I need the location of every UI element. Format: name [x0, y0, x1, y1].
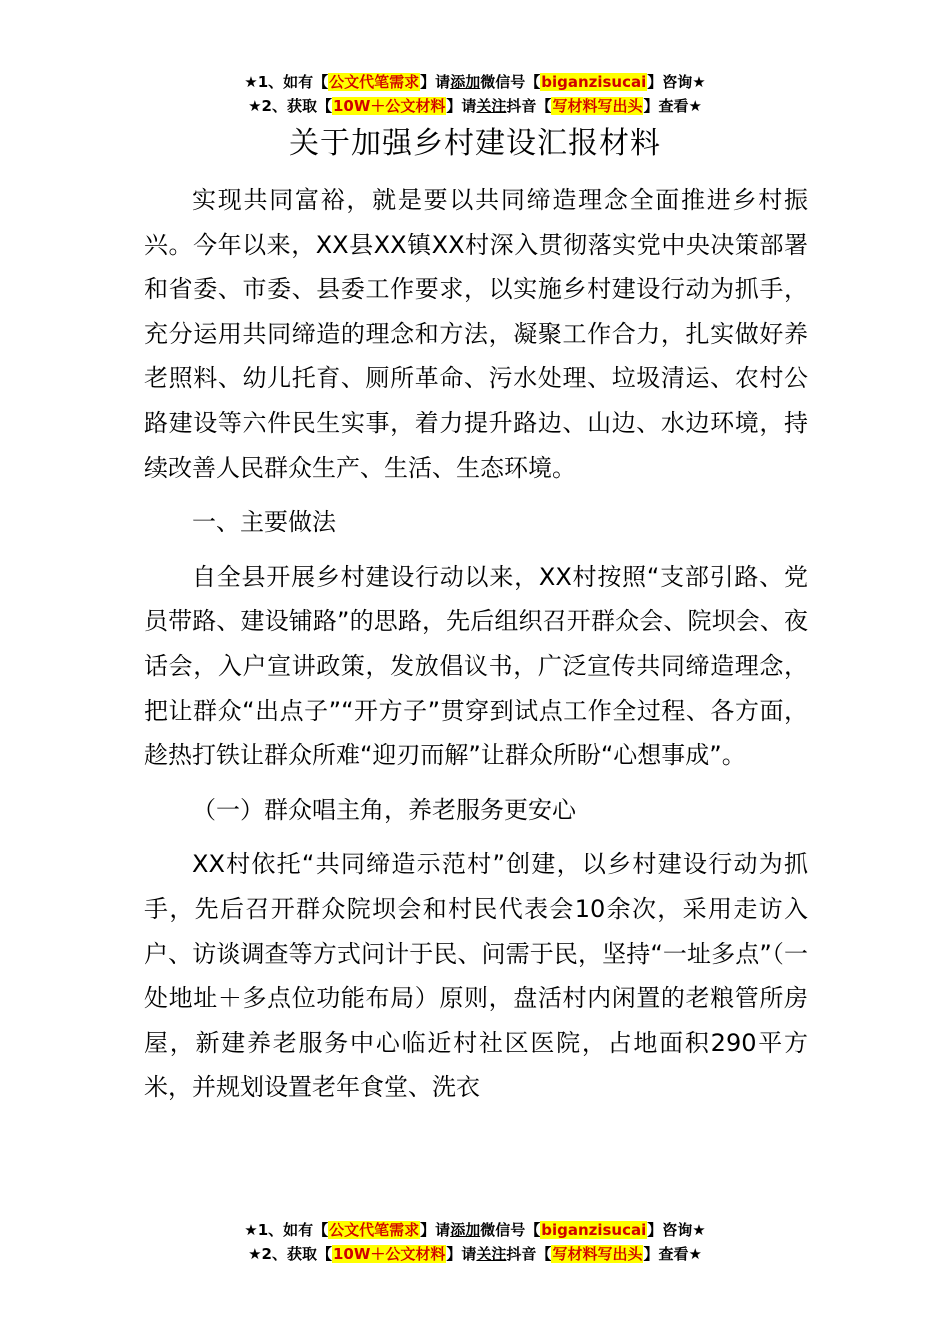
highlight-service: 公文代笔需求: [329, 73, 420, 91]
banner-text: 抖音【: [506, 1245, 552, 1263]
banner-text: 】查看★: [643, 97, 702, 115]
section-heading-main-practices: 一、主要做法: [192, 508, 336, 537]
banner-text: 】请: [420, 1221, 451, 1239]
highlight-materials: 10W＋公文材料: [332, 1245, 446, 1263]
banner-text: 】请: [446, 97, 477, 115]
banner-text: ★1、如有【: [244, 73, 329, 91]
highlight-service: 公文代笔需求: [329, 1221, 420, 1239]
highlight-materials: 10W＋公文材料: [332, 97, 446, 115]
footer-banner: [0, 1218, 950, 1266]
banner-line-2: [0, 1242, 950, 1266]
subsection-heading-elderly-care: （一）群众唱主角，养老服务更安心: [192, 795, 576, 824]
highlight-douyin-account: 写材料写出头: [552, 97, 643, 115]
banner-text: 】查看★: [643, 1245, 702, 1263]
banner-text: ★2、获取【: [248, 1245, 332, 1263]
banner-line-2: [0, 94, 950, 118]
underlined-follow: 关注: [476, 1245, 507, 1263]
highlight-wechat-id: biganzisucai: [541, 1221, 647, 1239]
banner-text: 微信号【: [480, 1221, 541, 1239]
underlined-follow: 关注: [476, 97, 507, 115]
highlight-douyin-account: 写材料写出头: [552, 1245, 643, 1263]
document-body: [144, 178, 808, 1110]
banner-text: 】咨询★: [647, 1221, 706, 1239]
highlight-wechat-id: biganzisucai: [541, 73, 647, 91]
document-title: 关于加强乡村建设汇报材料: [289, 126, 661, 161]
banner-text: 】咨询★: [647, 73, 706, 91]
banner-line-1: [0, 70, 950, 94]
banner-text: 】请: [446, 1245, 477, 1263]
paragraph-practices: 自全县开展乡村建设行动以来，XX村按照“支部引路、党员带路、建设铺路”的思路，先后组织召开群众会、院坝会、夜话会，入户宣讲政策，发放倡议书，广泛宣传共同缔造理念，把让群众“出点子”“开方子”贯穿到试点工作全过程、各方面，趁热打铁让群众所难“迎刃而解”让群众所盼“心想事成”。: [144, 562, 808, 770]
header-banner: [0, 70, 950, 118]
underlined-add: 添加: [450, 1221, 481, 1239]
banner-text: 】请: [420, 73, 451, 91]
banner-text: 微信号【: [480, 73, 541, 91]
underlined-add: 添加: [450, 73, 481, 91]
banner-text: 抖音【: [506, 97, 552, 115]
banner-line-1: [0, 1218, 950, 1242]
paragraph-intro: 实现共同富裕，就是要以共同缔造理念全面推进乡村振兴。今年以来，XX县XX镇XX村深入贯彻落实党中央决策部署和省委、市委、县委工作要求，以实施乡村建设行动为抓手，充分运用共同缔造的理念和方法，凝聚工作合力，扎实做好养老照料、幼儿托育、厕所革命、污水处理、垃圾清运、农村公路建设等六件民生实事，着力提升路边、山边、水边环境，持续改善人民群众生产、生活、生态环境。: [144, 186, 808, 482]
banner-text: ★2、获取【: [248, 97, 332, 115]
paragraph-elderly-care: XX村依托“共同缔造示范村”创建，以乡村建设行动为抓手，先后召开群众院坝会和村民代表会10余次，采用走访入户、访谈调查等方式问计于民、问需于民，坚持“一址多点”（一处地址＋多点位功能布局）原则，盘活村内闲置的老粮管所房屋，新建养老服务中心临近村社区医院，占地面积290平方米，并规划设置老年食堂、洗衣: [144, 850, 808, 1102]
banner-text: ★1、如有【: [244, 1221, 329, 1239]
